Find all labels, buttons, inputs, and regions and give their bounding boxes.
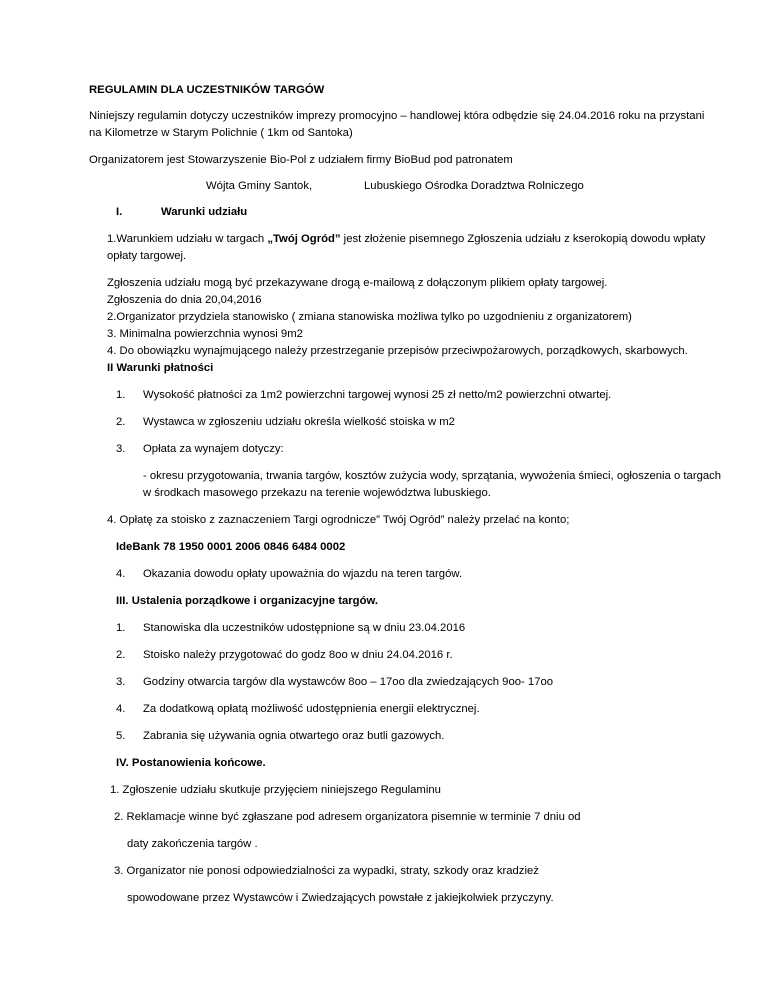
section-1-paragraph-1-line-2: opłaty targowej. [107, 250, 187, 262]
final-provision-3: 3. Organizator nie ponosi odpowiedzialności za wypadki, straty, szkody oraz kradzież [114, 865, 539, 877]
p1-post: jest złożenie pisemnego Zgłoszenia udziału z kserokopią dowodu wpłaty [340, 233, 706, 245]
list-number: 1. [116, 389, 126, 401]
fee-note-line-2: w środkach masowego przekazu na terenie województwa lubuskiego. [143, 487, 491, 499]
event-name: „Twój Ogród” [267, 233, 341, 245]
final-provision-1: 1. Zgłoszenie udziału skutkuje przyjęciem niniejszego Regulaminu [110, 784, 441, 796]
list-item: Godziny otwarcia targów dla wystawców 8oo – 17oo dla zwiedzających 9oo- 17oo [143, 676, 554, 688]
section-1-number: I. [116, 206, 123, 218]
p1-pre: 1.Warunkiem udziału w targach [107, 233, 268, 245]
list-number: 3. [116, 443, 126, 455]
organizer-text: Organizatorem jest Stowarzyszenie Bio-Pol z udziałem firmy BioBud pod patronatem [89, 154, 513, 166]
section-1-paragraph-1 [107, 231, 705, 248]
section-1-line: Zgłoszenia udziału mogą być przekazywane drogą e-mailową z dołączonym plikiem opłaty targowej. [107, 277, 608, 289]
section-1-line: 4. Do obowiązku wynajmującego należy przestrzeganie przepisów przeciwpożarowych, porządkowych, skarbowych. [107, 345, 688, 357]
list-number: 5. [116, 730, 126, 742]
patron-left: Wójta Gminy Santok, [206, 180, 313, 192]
section-2-heading: II Warunki płatności [107, 362, 214, 374]
payment-instruction: 4. Opłatę za stoisko z zaznaczeniem Targi ogrodnicze” Twój Ogród” należy przelać na konto; [107, 514, 570, 526]
list-item: Wysokość płatności za 1m2 powierzchni targowej wynosi 25 zł netto/m2 powierzchni otwartej. [143, 389, 612, 401]
section-1-line: Zgłoszenia do dnia 20,04,2016 [107, 294, 262, 306]
final-provision-2: 2. Reklamacje winne być zgłaszane pod adresem organizatora pisemnie w terminie 7 dniu od [114, 811, 581, 823]
intro-line-2: na Kilometrze w Starym Polichnie ( 1km od Santoka) [89, 127, 353, 139]
bank-account: IdeBank 78 1950 0001 2006 0846 6484 0002 [116, 541, 346, 553]
document-title: REGULAMIN DLA UCZESTNIKÓW TARGÓW [89, 84, 325, 96]
section-1-line: 2.Organizator przydziela stanowisko ( zmiana stanowiska możliwa tylko po uzgodnieniu z organizatorem) [107, 311, 632, 323]
list-item: Opłata za wynajem dotyczy: [143, 443, 284, 455]
list-item: Stoisko należy przygotować do godz 8oo w dniu 24.04.2016 r. [143, 649, 453, 661]
final-provision-2-cont: daty zakończenia targów . [127, 838, 258, 850]
list-item: Stanowiska dla uczestników udostępnione są w dniu 23.04.2016 [143, 622, 466, 634]
list-number: 2. [116, 649, 126, 661]
list-number: 4. [116, 703, 126, 715]
list-item: Okazania dowodu opłaty upoważnia do wjazdu na teren targów. [143, 568, 463, 580]
section-3-heading: III. Ustalenia porządkowe i organizacyjne targów. [116, 595, 378, 607]
list-number: 3. [116, 676, 126, 688]
list-item: Zabrania się używania ognia otwartego oraz butli gazowych. [143, 730, 445, 742]
list-number: 1. [116, 622, 126, 634]
section-4-heading: IV. Postanowienia końcowe. [116, 757, 266, 769]
patron-right: Lubuskiego Ośrodka Doradztwa Rolniczego [364, 180, 584, 192]
fee-note-line-1: - okresu przygotowania, trwania targów, kosztów zużycia wody, sprzątania, wywożenia śmieci, ogłoszenia o targach [143, 470, 722, 482]
intro-line-1: Niniejszy regulamin dotyczy uczestników imprezy promocyjno – handlowej która odbędzie się 24.04.2016 roku na przystani [89, 110, 705, 122]
list-item: Wystawca w zgłoszeniu udziału określa wielkość stoiska w m2 [143, 416, 455, 428]
final-provision-3-cont: spowodowane przez Wystawców i Zwiedzających powstałe z jakiejkolwiek przyczyny. [127, 892, 554, 904]
section-1-line: 3. Minimalna powierzchnia wynosi 9m2 [107, 328, 303, 340]
list-number: 2. [116, 416, 126, 428]
section-1-heading: Warunki udziału [161, 206, 248, 218]
list-number: 4. [116, 568, 126, 580]
list-item: Za dodatkową opłatą możliwość udostępnienia energii elektrycznej. [143, 703, 480, 715]
